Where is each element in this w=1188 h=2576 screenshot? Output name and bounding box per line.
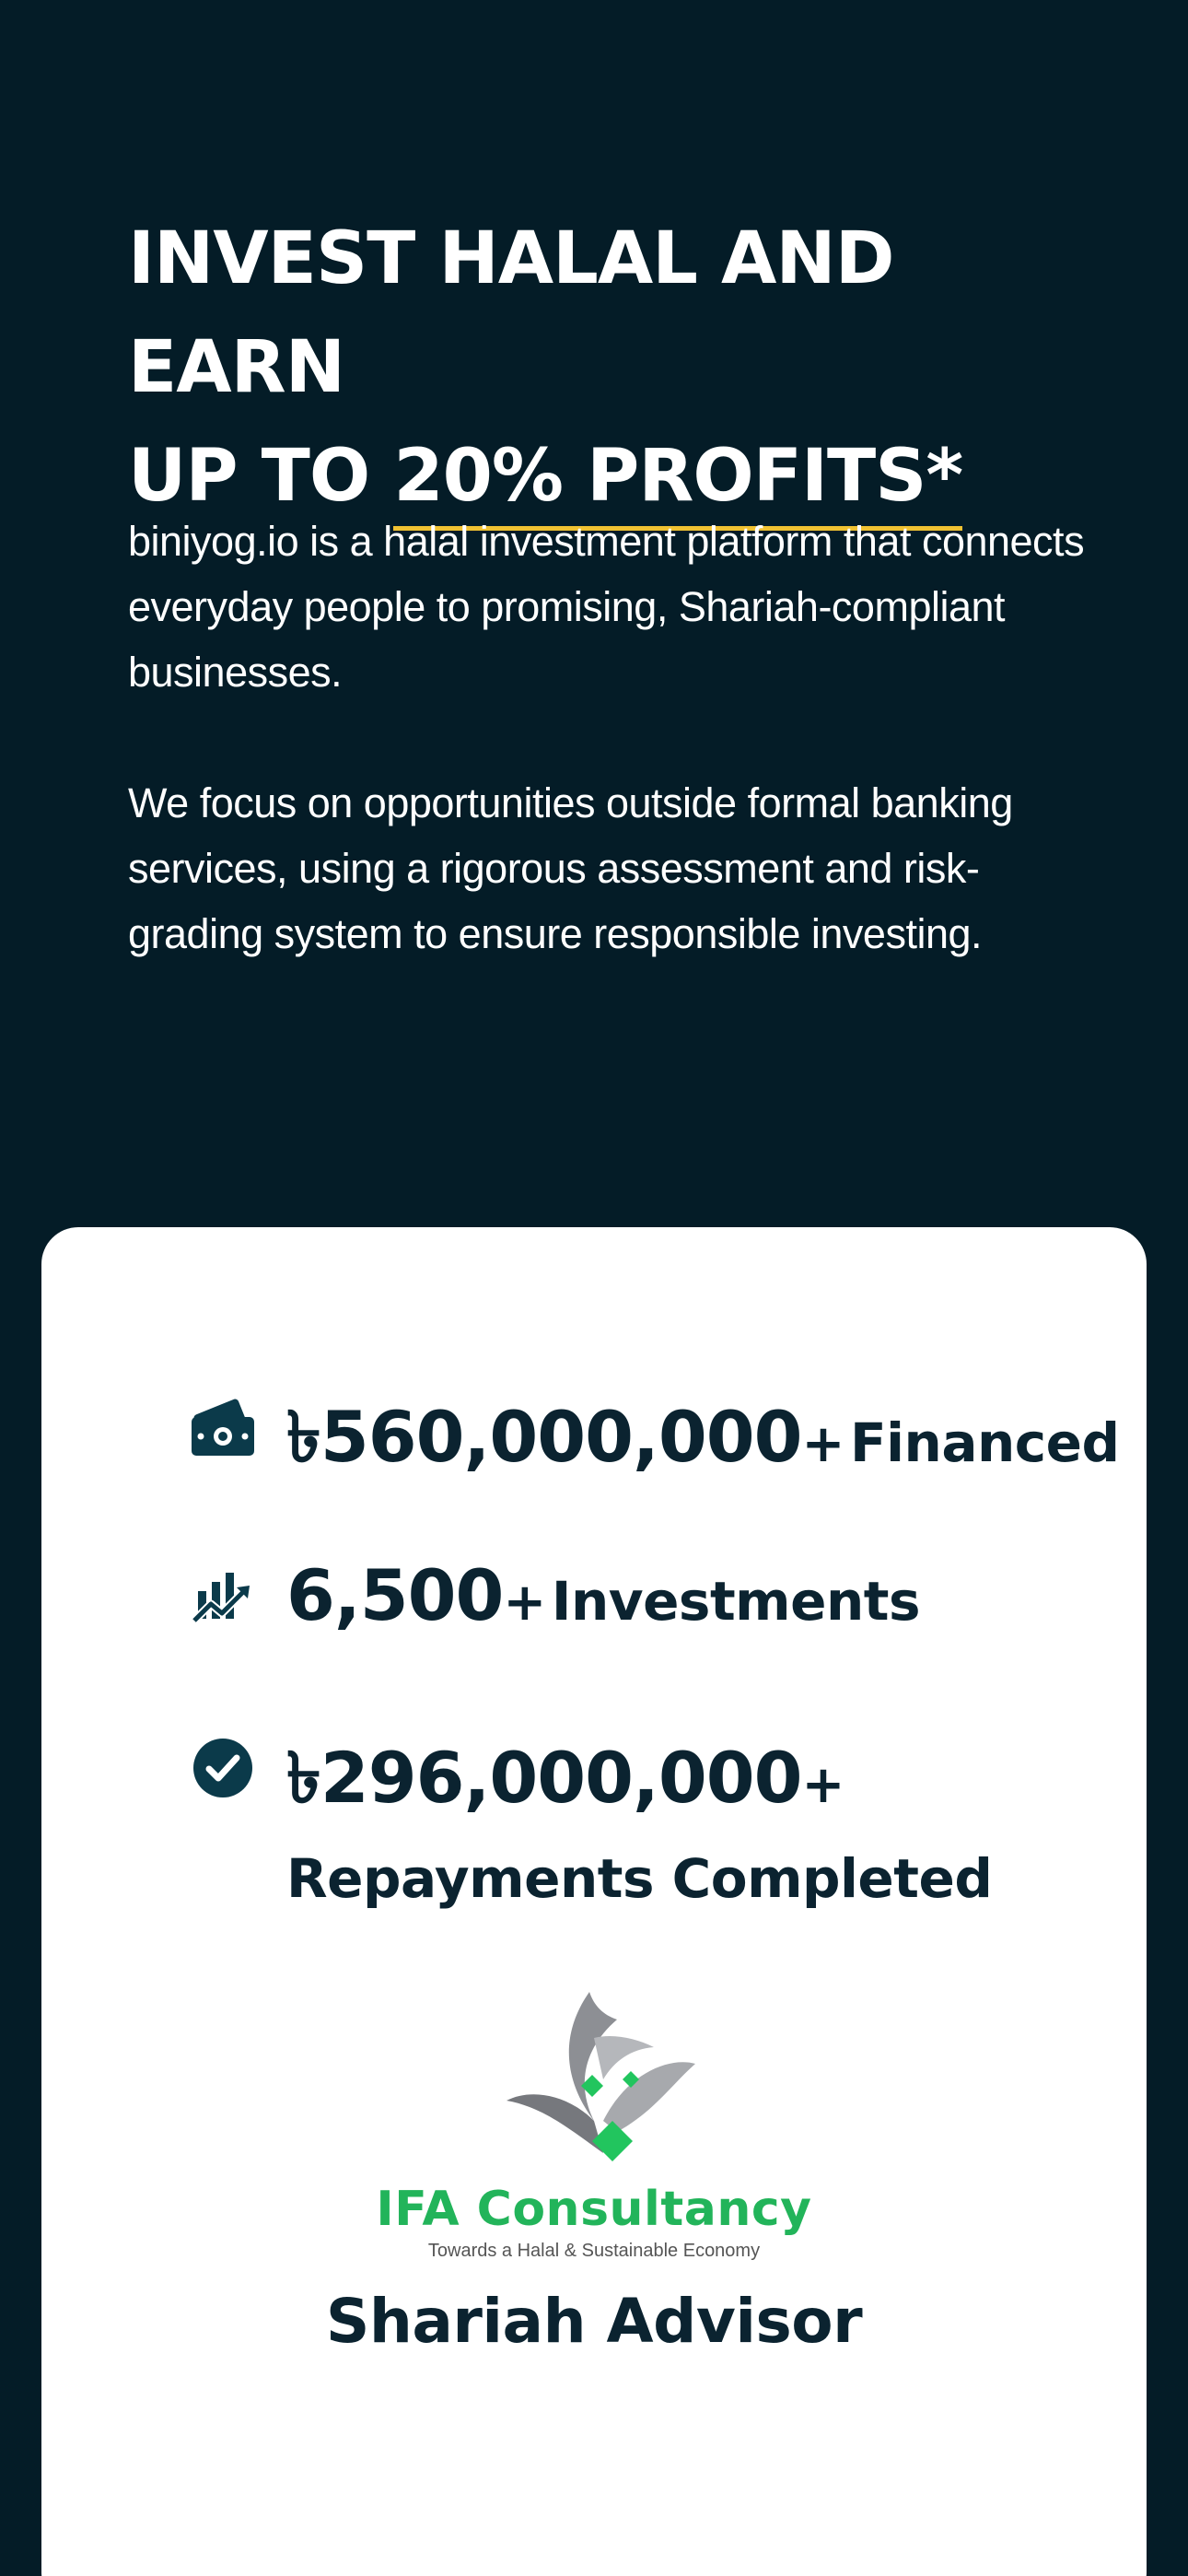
hero-title-highlight: 20% PROFITS* xyxy=(393,430,962,531)
stat-repayments-value: ৳296,000,000 xyxy=(286,1737,802,1819)
money-icon xyxy=(189,1393,257,1461)
intro-text xyxy=(128,509,1104,966)
advisor-role: Shariah Advisor xyxy=(325,2286,863,2357)
stats-card xyxy=(41,1227,1147,2576)
intro-paragraph-1: biniyog.io is a halal investment platform that connects everyday people to promising, Shariah-compliant businesses. xyxy=(128,518,1085,696)
shariah-advisor xyxy=(41,1983,1147,2357)
stat-investments-text xyxy=(286,1554,920,1636)
intro-paragraph-2: We focus on opportunities outside formal banking services, using a rigorous assessment and risk-grading system to ensure responsible investing. xyxy=(128,779,1013,957)
stat-investments-value: 6,500 xyxy=(286,1554,504,1636)
stat-financed-label: Financed xyxy=(850,1411,1120,1474)
hero-title-line1: INVEST HALAL AND EARN xyxy=(128,217,894,409)
hero-title-prefix: UP TO xyxy=(128,435,394,518)
stat-financed-text xyxy=(286,1384,1120,1501)
check-circle-icon xyxy=(189,1734,257,1802)
stat-repayments xyxy=(189,1725,992,1910)
brand-name: IFA Consultancy xyxy=(376,2182,812,2237)
brand-tagline: Towards a Halal & Sustainable Economy xyxy=(427,2241,761,2261)
stat-investments-label: Investments xyxy=(551,1570,920,1633)
stat-financed xyxy=(189,1384,1120,1501)
stat-repayments-plus: + xyxy=(801,1755,845,1815)
stat-repayments-label: Repayments Completed xyxy=(286,1847,993,1910)
stat-repayments-text xyxy=(286,1725,992,1910)
hero-title xyxy=(128,205,1086,531)
stat-financed-plus: + xyxy=(801,1414,845,1474)
ifa-logo-icon xyxy=(456,1983,732,2176)
stat-investments-plus: + xyxy=(503,1573,547,1633)
chart-icon xyxy=(189,1563,257,1632)
hero-section xyxy=(128,205,1086,531)
stat-financed-value: ৳560,000,000 xyxy=(286,1396,802,1478)
stat-investments xyxy=(189,1554,920,1636)
